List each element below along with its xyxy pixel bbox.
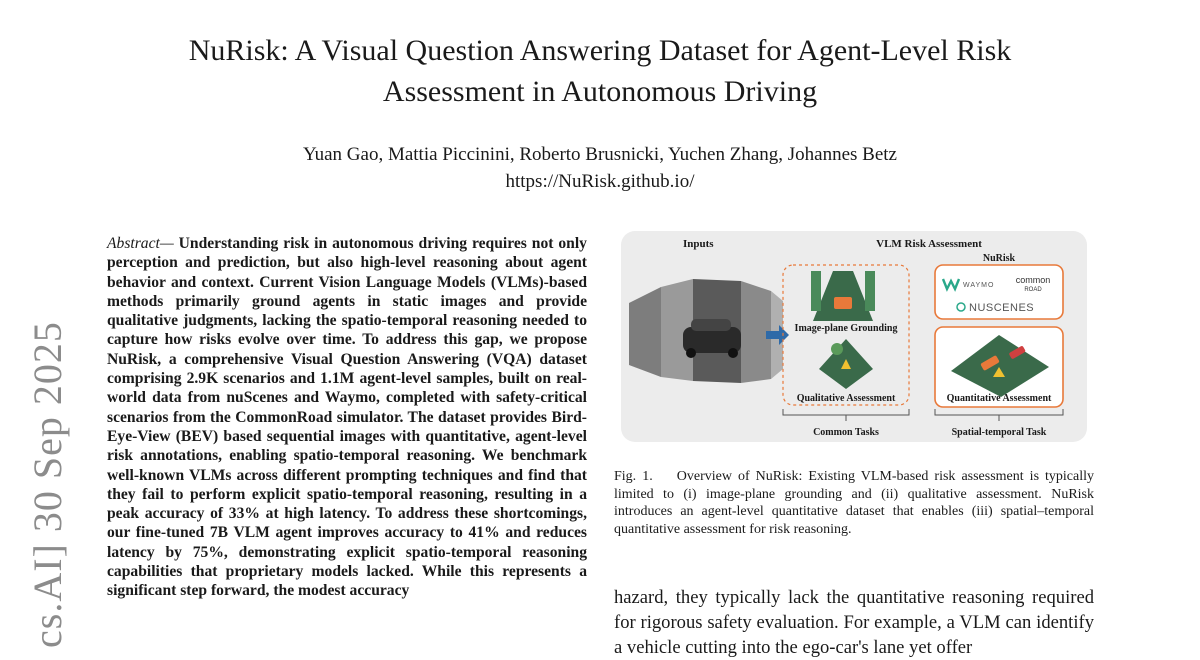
abstract [107, 234, 587, 601]
caption-prefix: Fig. 1. [614, 469, 653, 484]
qualitative-label: Qualitative Assessment [796, 393, 896, 404]
qualitative-scene-icon [819, 339, 873, 389]
grounding-label: Image-plane Grounding [794, 323, 898, 334]
body-paragraph: hazard, they typically lack the quantitative reasoning required for rigorous safety evaluation. For example, a VLM can identify a vehicle cutting into the ego-car's lane yet offer [614, 587, 1094, 658]
quantitative-label: Quantitative Assessment [946, 393, 1052, 404]
arxiv-stamp: cs.AI] 30 Sep 2025 [25, 321, 70, 648]
svg-text:ROAD: ROAD [1024, 287, 1042, 293]
nurisk-label: NuRisk [982, 253, 1016, 264]
input-images-icon [629, 279, 783, 383]
vlm-label: VLM Risk Assessment [876, 238, 982, 250]
author-list: Yuan Gao, Mattia Piccinini, Roberto Brusnicki, Yuchen Zhang, Johannes Betz [303, 144, 897, 165]
spatial-task-label: Spatial-temporal Task [951, 427, 1047, 438]
road-grounding-icon [811, 271, 875, 321]
svg-text:common: common [1015, 275, 1051, 285]
svg-text:WAYMO: WAYMO [963, 282, 995, 289]
caption-text: Overview of NuRisk: Existing VLM-based risk assessment is typically limited to (i) image-plane grounding and (ii) qualitative assessment. NuRisk introduces an agent-level quantitative dataset that enables (iii) spatial–temporal quantitative assessment for risk reasoning. [614, 469, 1095, 537]
title-line-2: Assessment in Autonomous Driving [382, 75, 818, 108]
figure-diagram [621, 231, 1087, 442]
title-line-1: NuRisk: A Visual Question Answering Dataset for Agent-Level Risk [188, 34, 1012, 67]
abstract-label: Abstract— [107, 235, 174, 252]
nuscenes-logo-icon [957, 302, 1034, 314]
project-url[interactable]: https://NuRisk.github.io/ [505, 171, 695, 192]
figure-overview [621, 231, 1087, 442]
paper-title [120, 30, 1080, 112]
abstract-text: Understanding risk in autonomous driving requires not only perception and prediction, but also high-level reasoning about agent behavior and context. Current Vision Language Models (VLMs)-based methods primarily ground agents in static images and provide qualitative judgments, lacking the spatio-temporal reasoning needed to capture how risks evolve over time. To address this gap, we propose NuRisk, a comprehensive Visual Question Answering (VQA) dataset comprising 2.9K scenarios and 1.1M agent-level samples, built on real-world data from nuScenes and Waymo, completed with safety-critical scenarios from the CommonRoad simulator. The dataset provides Bird-Eye-View (BEV) based sequential images with quantitative, agent-level risk annotations, enabling spatio-temporal reasoning. We benchmark well-known VLMs across different prompting techniques and find that they fail to perform explicit spatio-temporal reasoning, resulting in a peak accuracy of 33% at high latency. To address these shortcomings, our fine-tuned 7B VLM agent improves accuracy to 41% and reduces latency by 75%, demonstrating explicit spatio-temporal reasoning capabilities that proprietary models lacked. While this represents a significant step forward, the modest accuracy [107, 235, 587, 600]
inputs-label: Inputs [683, 238, 714, 250]
figure-caption [614, 468, 1094, 538]
svg-text:NUSCENES: NUSCENES [969, 302, 1035, 314]
common-tasks-label: Common Tasks [813, 427, 879, 438]
